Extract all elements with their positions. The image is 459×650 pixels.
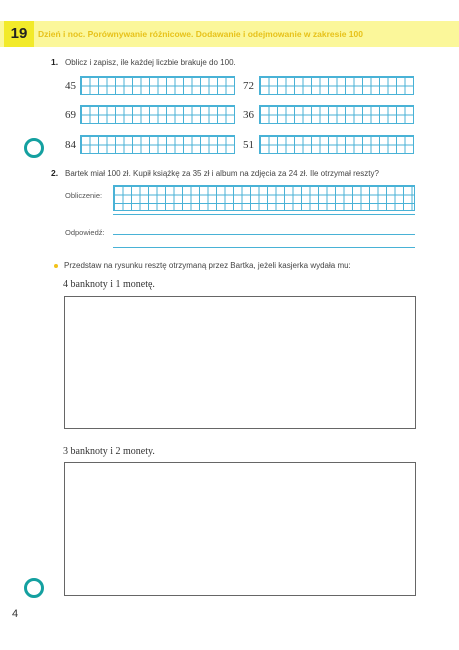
task-3-instruction: Przedstaw na rysunku resztę otrzymaną przez Bartka, jeżeli kasjerka wydała mu: [64, 261, 351, 270]
page-number: 4 [12, 608, 19, 620]
task-1-number-51: 51 [243, 139, 254, 151]
calculation-grid[interactable] [113, 185, 415, 211]
task-1-number-69: 69 [65, 109, 76, 121]
answer-grid[interactable] [80, 76, 235, 95]
drawing-box-1[interactable] [64, 296, 416, 429]
case-1-label: 4 banknoty i 1 monetę. [63, 279, 155, 290]
task-2-number: 2. [51, 168, 59, 178]
answer-grid[interactable] [80, 105, 235, 124]
task-1-number-72: 72 [243, 80, 254, 92]
task-1-number: 1. [51, 57, 59, 67]
calculation-label: Obliczenie: [65, 191, 103, 200]
task-1-instruction: Oblicz i zapisz, ile każdej liczbie brakuje do 100. [65, 58, 236, 67]
answer-label: Odpowiedź: [65, 228, 105, 237]
binder-ring-bottom [24, 578, 44, 598]
task-1-number-36: 36 [243, 109, 254, 121]
answer-grid[interactable] [259, 76, 414, 95]
drawing-box-2[interactable] [64, 462, 416, 596]
answer-line[interactable] [113, 247, 415, 248]
case-2-label: 3 banknoty i 2 monety. [63, 446, 155, 457]
answer-grid[interactable] [259, 135, 414, 154]
task-1-number-84: 84 [65, 139, 76, 151]
answer-grid[interactable] [259, 105, 414, 124]
task-2-instruction: Bartek miał 100 zł. Kupił książkę za 35 zł i album na zdjęcia za 24 zł. Ile otrzymał reszty? [65, 169, 379, 178]
task-1-number-45: 45 [65, 80, 76, 92]
answer-grid[interactable] [80, 135, 235, 154]
answer-line[interactable] [113, 214, 415, 215]
lesson-number: 19 [4, 21, 34, 47]
binder-ring-top [24, 138, 44, 158]
bonus-task-bullet [54, 264, 58, 268]
lesson-title: Dzień i noc. Porównywanie różnicowe. Dodawanie i odejmowanie w zakresie 100 [38, 29, 363, 39]
answer-line[interactable] [113, 234, 415, 235]
